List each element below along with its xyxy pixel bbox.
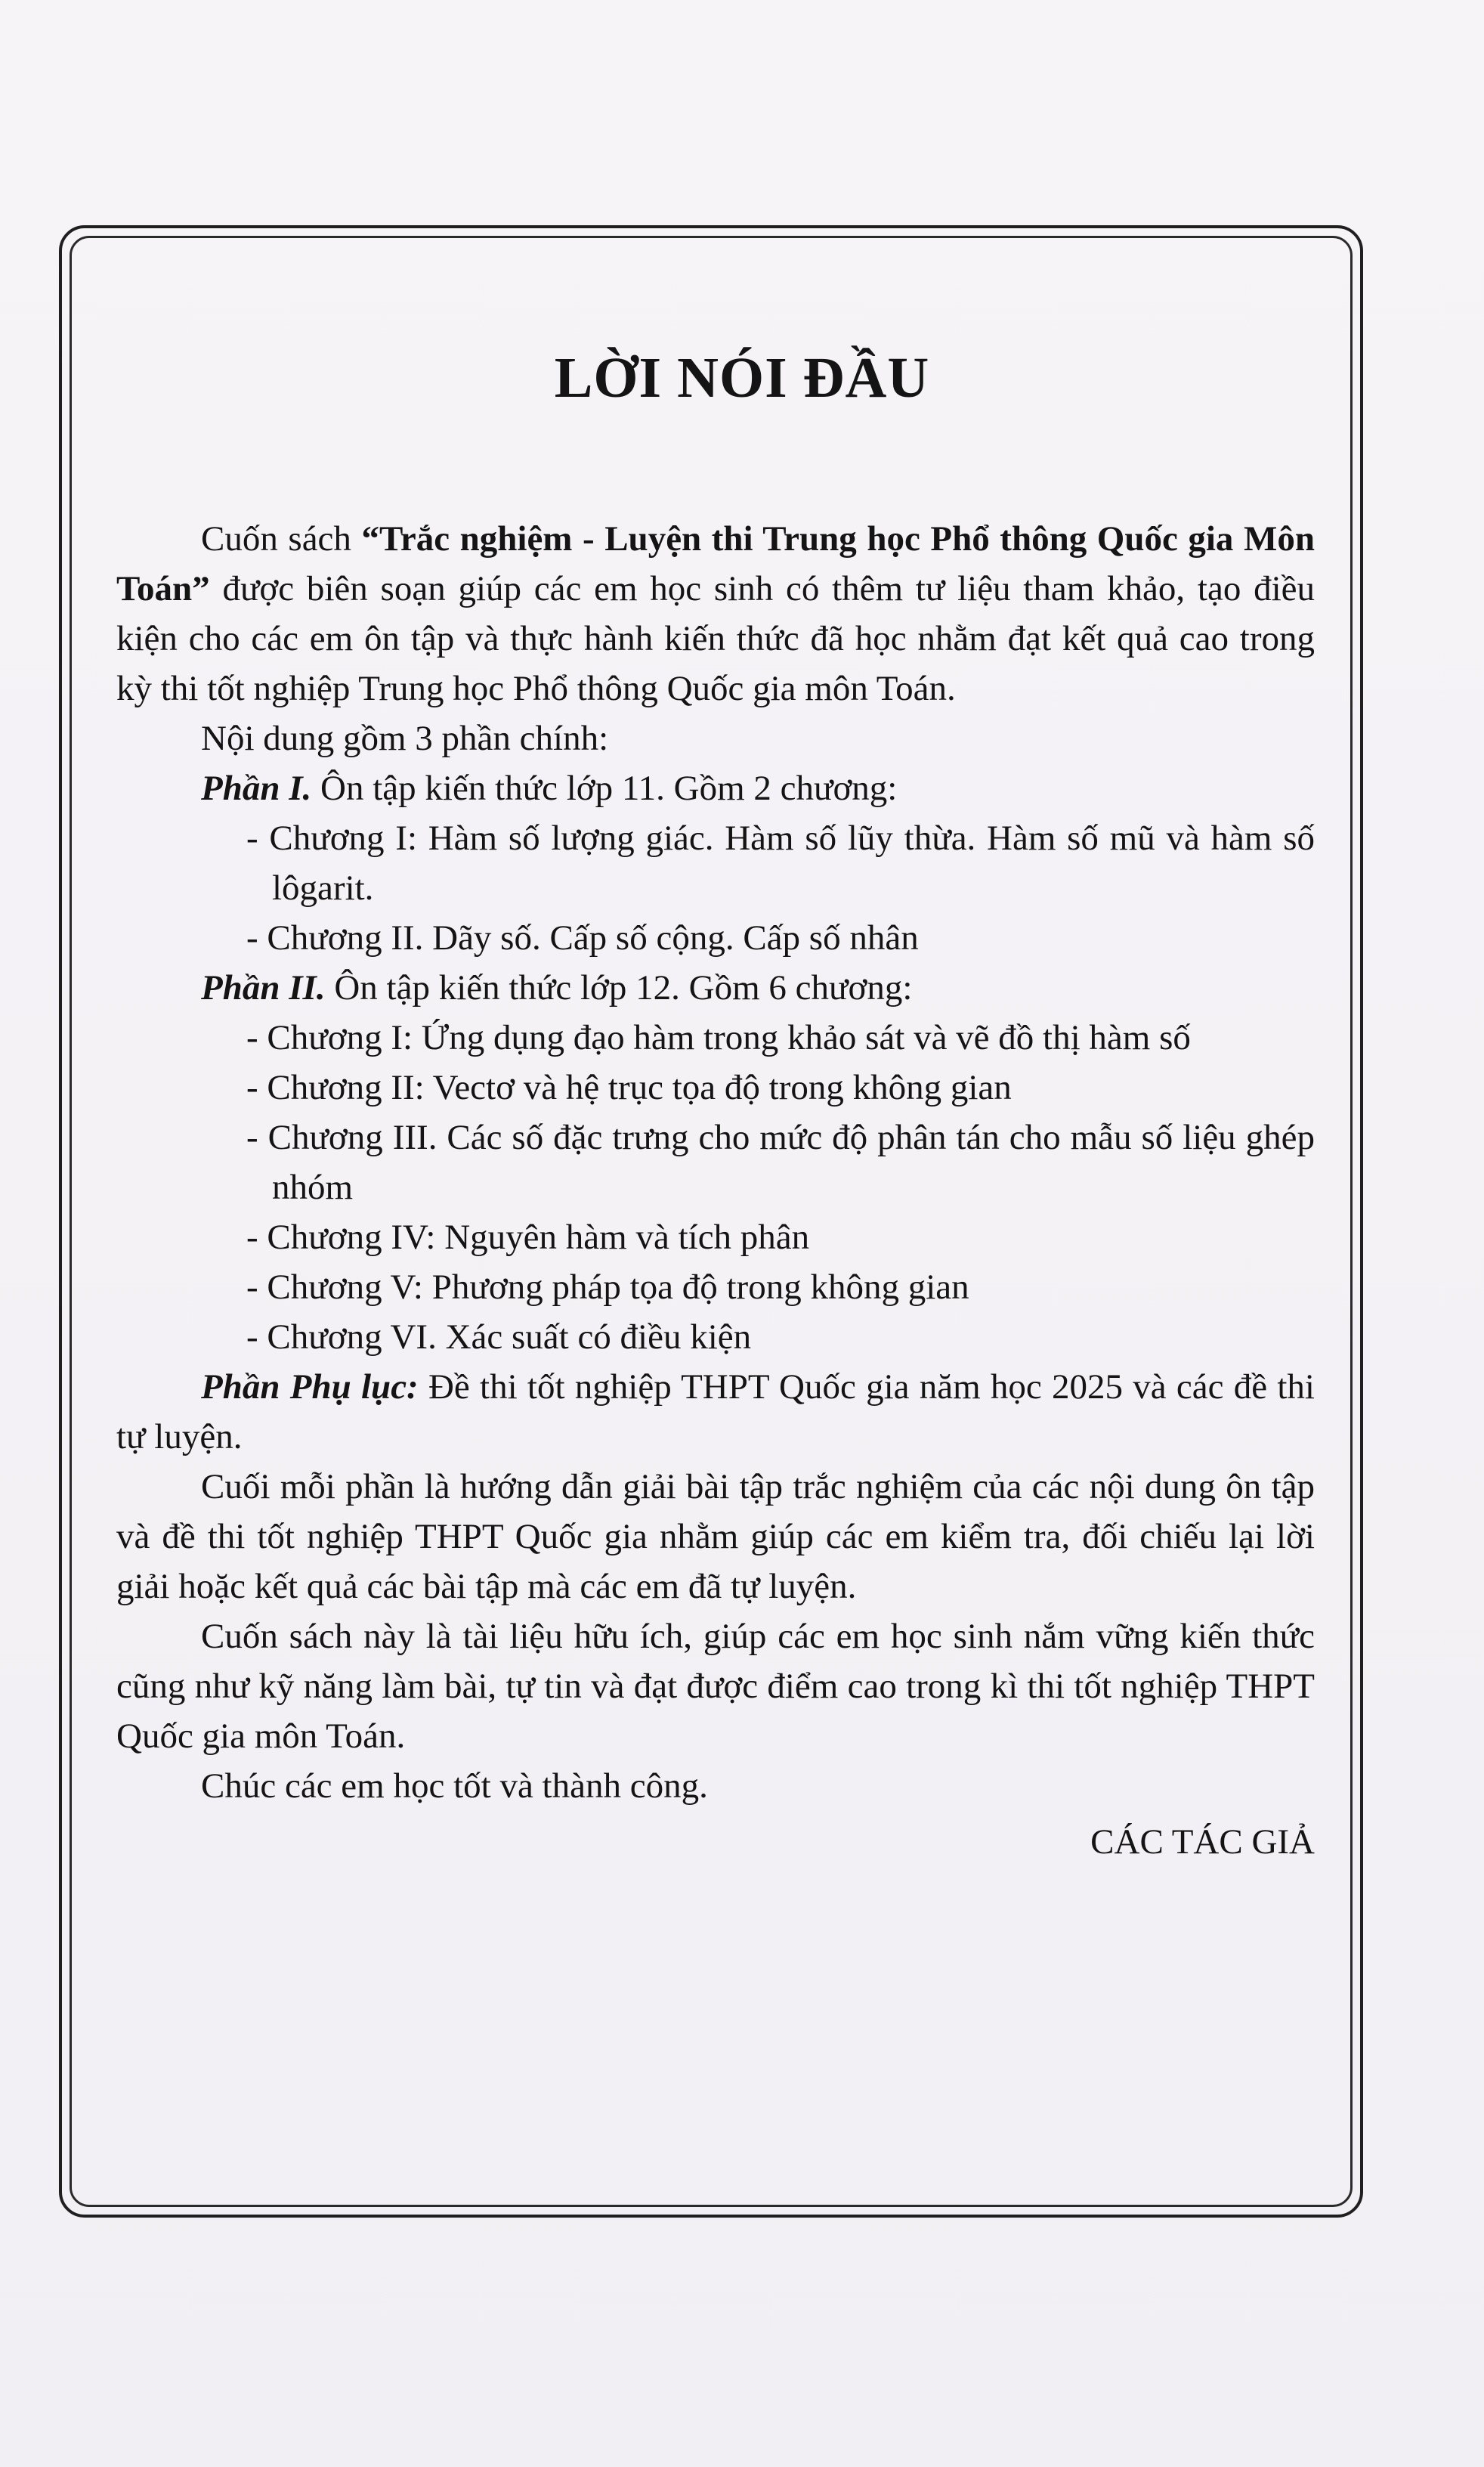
part2-chapter-4: - Chương IV: Nguyên hàm và tích phân xyxy=(246,1218,810,1257)
part1-chapter-2: - Chương II. Dãy số. Cấp số cộng. Cấp số nhân xyxy=(246,918,919,958)
page-title: LỜI NÓI ĐẦU xyxy=(554,346,930,410)
part2-text: Ôn tập kiến thức lớp 12. Gồm 6 chương: xyxy=(325,968,913,1008)
part2-heading xyxy=(116,963,1315,1013)
contents-intro: Nội dung gồm 3 phần chính: xyxy=(201,719,609,758)
usefulness-paragraph: Cuốn sách này là tài liệu hữu ích, giúp các em học sinh nắm vững kiến thức cũng như kỹ năng làm bài, tự tin và đạt được điểm cao trong kì thi tốt nghiệp THPT Quốc gia môn Toán. xyxy=(116,1617,1315,1756)
part2-chapter-1: - Chương I: Ứng dụng đạo hàm trong khảo sát và vẽ đồ thị hàm số xyxy=(246,1018,1191,1057)
review-paragraph: Cuối mỗi phần là hướng dẫn giải bài tập trắc nghiệm của các nội dung ôn tập và đề thi tốt nghiệp THPT Quốc gia nhằm giúp các em kiểm tra, đối chiếu lại lời giải hoặc kết quả các bài tập mà các em đã tự luyện. xyxy=(116,1467,1315,1606)
appendix-label: Phần Phụ lục: xyxy=(201,1367,419,1407)
part2-chapter-5: - Chương V: Phương pháp tọa độ trong không gian xyxy=(246,1268,969,1307)
part1-heading xyxy=(116,763,1315,813)
part2-chapter-6: - Chương VI. Xác suất có điều kiện xyxy=(246,1317,752,1357)
book-title: “Trắc nghiệm - Luyện thi Trung học Phổ thông Quốc gia Môn Toán” xyxy=(116,519,1315,608)
appendix-paragraph xyxy=(116,1362,1315,1462)
part2-chapter-3: - Chương III. Các số đặc trưng cho mức độ phân tán cho mẫu số liệu ghép nhóm xyxy=(246,1118,1315,1207)
part1-label: Phần I. xyxy=(201,769,312,808)
part1-text: Ôn tập kiến thức lớp 11. Gồm 2 chương: xyxy=(311,769,898,808)
appendix-text: Đề thi tốt nghiệp THPT Quốc gia năm học 2025 và các đề thi tự luyện. xyxy=(116,1367,1315,1456)
wishes-paragraph: Chúc các em học tốt và thành công. xyxy=(201,1766,708,1806)
preface-body xyxy=(116,514,1315,1867)
part1-chapter-1: - Chương I: Hàm số lượng giác. Hàm số lũy thừa. Hàm số mũ và hàm số lôgarit. xyxy=(246,819,1315,908)
intro-prefix: Cuốn sách xyxy=(201,519,362,559)
intro-paragraph xyxy=(116,514,1315,713)
part2-chapter-2: - Chương II: Vectơ và hệ trục tọa độ trong không gian xyxy=(246,1068,1012,1107)
intro-suffix: được biên soạn giúp các em học sinh có thêm tư liệu tham khảo, tạo điều kiện cho các em ôn tập và thực hành kiến thức đã học nhằm đạt kết quả cao trong kỳ thi tốt nghiệp Trung học Phổ thông Quốc gia môn Toán. xyxy=(116,569,1315,708)
signature: CÁC TÁC GIẢ xyxy=(1090,1822,1315,1862)
part2-label: Phần II. xyxy=(201,968,326,1008)
